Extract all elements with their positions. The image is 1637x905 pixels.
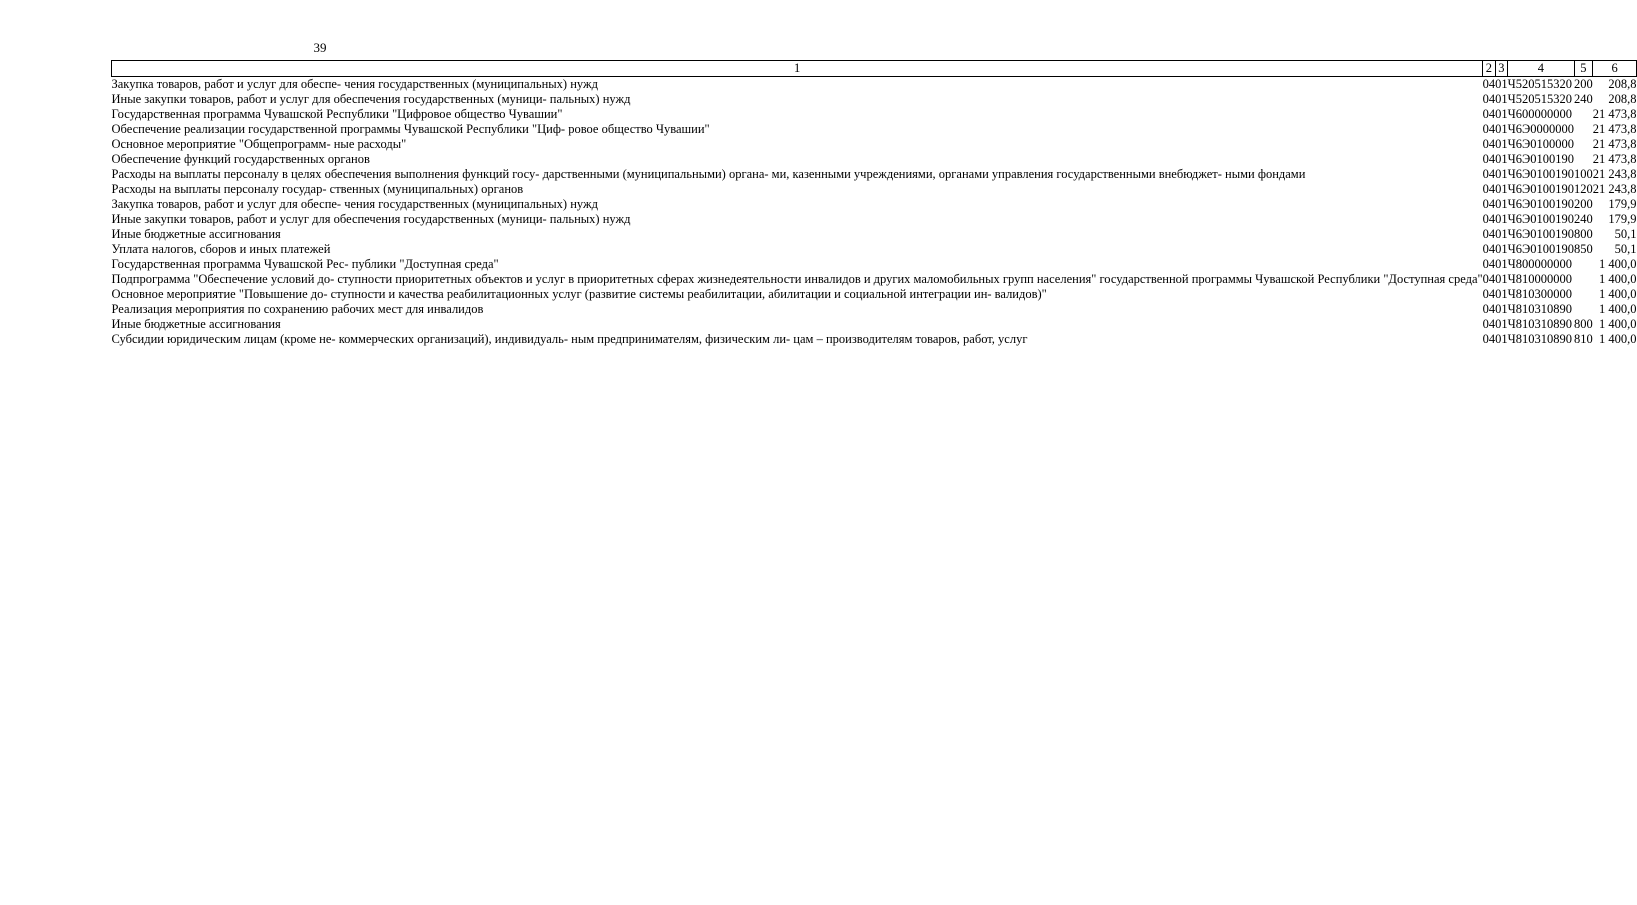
row-target-article: Ч810310890 (1507, 332, 1572, 346)
row-subsection: 01 (1495, 167, 1508, 181)
row-section: 04 (1482, 152, 1496, 166)
row-target-article: Ч6Э0100190 (1507, 212, 1575, 226)
row-section: 04 (1482, 107, 1496, 121)
row-amount: 21 243,8 (1592, 167, 1637, 181)
column-header-target-article: 4 (1508, 61, 1574, 77)
column-header-subsection: 3 (1495, 61, 1508, 77)
row-subsection: 01 (1495, 197, 1508, 211)
row-subsection: 01 (1495, 257, 1508, 271)
row-expense-type: 850 (1574, 242, 1593, 256)
row-name: Иные бюджетные ассигнования (111, 317, 281, 331)
row-expense-type: 800 (1574, 317, 1593, 331)
row-section: 04 (1482, 302, 1496, 316)
row-target-article: Ч6Э0100190 (1507, 197, 1575, 211)
row-amount: 179,9 (1608, 212, 1637, 226)
column-header-name: 1 (112, 61, 1483, 77)
table-row (112, 317, 1637, 332)
row-subsection: 01 (1495, 242, 1508, 256)
row-target-article: Ч6Э0100190 (1507, 167, 1575, 181)
column-header-amount: 6 (1593, 61, 1637, 77)
row-amount: 21 243,8 (1592, 182, 1637, 196)
budget-table (111, 60, 1637, 347)
row-expense-type (1574, 107, 1593, 122)
table-row (112, 107, 1637, 122)
row-expense-type (1574, 257, 1593, 272)
row-target-article: Ч810310890 (1507, 302, 1572, 316)
row-name: Иные закупки товаров, работ и услуг для обеспечения государственных (муници- пальных) нужд (111, 92, 631, 106)
table-row (112, 227, 1637, 242)
row-expense-type: 200 (1574, 197, 1593, 211)
row-name: Основное мероприятие "Общепрограмм- ные расходы" (111, 137, 407, 151)
table-header-row (112, 61, 1637, 77)
row-target-article: Ч6Э0100190 (1507, 242, 1575, 256)
row-target-article: Ч810310890 (1507, 317, 1572, 331)
row-name: Уплата налогов, сборов и иных платежей (111, 242, 331, 256)
table-row (112, 257, 1637, 272)
row-section: 04 (1482, 92, 1496, 106)
row-amount: 50,1 (1614, 242, 1637, 256)
table-row (112, 167, 1637, 182)
row-subsection: 01 (1495, 107, 1508, 121)
row-target-article: Ч520515320 (1507, 77, 1572, 91)
row-name: Иные закупки товаров, работ и услуг для обеспечения государственных (муници- пальных) нужд (111, 212, 631, 226)
row-amount: 179,9 (1608, 197, 1637, 211)
table-row (112, 122, 1637, 137)
row-expense-type: 240 (1574, 212, 1593, 226)
row-target-article: Ч810300000 (1507, 287, 1572, 301)
table-row (112, 152, 1637, 167)
row-target-article: Ч6Э0100000 (1507, 137, 1575, 151)
row-target-article: Ч6Э0100190 (1507, 152, 1575, 166)
row-subsection: 01 (1495, 122, 1508, 136)
row-section: 04 (1482, 137, 1496, 151)
table-row (112, 137, 1637, 152)
row-expense-type (1574, 302, 1593, 317)
page-number: 39 (313, 40, 327, 55)
row-subsection: 01 (1495, 317, 1508, 331)
table-row (112, 182, 1637, 197)
row-expense-type: 240 (1574, 92, 1593, 106)
row-name: Подпрограмма "Обеспечение условий до- ступности приоритетных объектов и услуг в приоритетных сферах жизнедеятельности инвалидов и других маломобильных групп населения" государственной программы Чувашской Республики "Доступная среда" (111, 272, 1483, 286)
row-subsection: 01 (1495, 302, 1508, 316)
row-subsection: 01 (1495, 287, 1508, 301)
column-header-expense-type: 5 (1574, 61, 1593, 77)
row-section: 04 (1482, 287, 1496, 301)
row-target-article: Ч810000000 (1507, 272, 1572, 286)
row-section: 04 (1482, 317, 1496, 331)
row-subsection: 01 (1495, 152, 1508, 166)
row-amount: 21 473,8 (1592, 107, 1637, 121)
table-row (112, 77, 1637, 93)
row-expense-type (1574, 152, 1593, 167)
row-section: 04 (1482, 197, 1496, 211)
table-row (112, 332, 1637, 347)
row-name: Государственная программа Чувашской Рес- публики "Доступная среда" (111, 257, 499, 271)
row-name: Государственная программа Чувашской Республики "Цифровое общество Чувашии" (111, 107, 563, 121)
column-header-section: 2 (1483, 61, 1496, 77)
row-name: Реализация мероприятия по сохранению рабочих мест для инвалидов (111, 302, 484, 316)
row-expense-type: 810 (1574, 332, 1593, 346)
row-section: 04 (1482, 212, 1496, 226)
row-name: Закупка товаров, работ и услуг для обеспе- чения государственных (муниципальных) нужд (111, 197, 598, 211)
row-subsection: 01 (1495, 137, 1508, 151)
row-subsection: 01 (1495, 272, 1508, 286)
row-amount: 21 473,8 (1592, 122, 1637, 136)
row-expense-type (1574, 122, 1593, 137)
table-row (112, 212, 1637, 227)
row-section: 04 (1482, 227, 1496, 241)
row-name: Субсидии юридическим лицам (кроме не- коммерческих организаций), индивидуаль- ным предпринимателям, физическим ли- цам – производителям товаров, работ, услуг (111, 332, 1028, 346)
row-target-article: Ч6Э0100190 (1507, 182, 1575, 196)
row-amount: 21 473,8 (1592, 137, 1637, 151)
table-row (112, 92, 1637, 107)
row-target-article: Ч6Э0100190 (1507, 227, 1575, 241)
row-name: Иные бюджетные ассигнования (111, 227, 281, 241)
row-target-article: Ч800000000 (1507, 257, 1572, 271)
row-amount: 208,8 (1608, 92, 1637, 106)
row-amount: 1 400,0 (1599, 332, 1637, 346)
row-expense-type (1574, 272, 1593, 287)
row-subsection: 01 (1495, 92, 1508, 106)
row-subsection: 01 (1495, 332, 1508, 346)
row-subsection: 01 (1495, 227, 1508, 241)
row-expense-type: 120 (1574, 182, 1593, 196)
row-section: 04 (1482, 332, 1496, 346)
row-amount: 1 400,0 (1599, 287, 1637, 301)
row-amount: 21 473,8 (1592, 152, 1637, 166)
row-section: 04 (1482, 272, 1496, 286)
row-amount: 1 400,0 (1599, 272, 1637, 286)
row-section: 04 (1482, 167, 1496, 181)
row-target-article: Ч520515320 (1507, 92, 1572, 106)
row-name: Обеспечение реализации государственной программы Чувашской Республики "Циф- ровое общество Чувашии" (111, 122, 710, 136)
row-target-article: Ч600000000 (1507, 107, 1572, 121)
row-section: 04 (1482, 182, 1496, 196)
table-row (112, 197, 1637, 212)
row-name: Расходы на выплаты персоналу государ- ственных (муниципальных) органов (111, 182, 524, 196)
row-name: Расходы на выплаты персоналу в целях обеспечения выполнения функций госу- дарственными (муниципальными) органа- ми, казенными учреждениями, органами управления государственными внебюджет- ными фондами (111, 167, 1306, 181)
row-target-article: Ч6Э0000000 (1507, 122, 1575, 136)
row-amount: 1 400,0 (1599, 257, 1637, 271)
row-section: 04 (1482, 122, 1496, 136)
row-name: Обеспечение функций государственных органов (111, 152, 370, 166)
row-expense-type: 800 (1574, 227, 1593, 241)
table-row (112, 272, 1637, 287)
row-expense-type: 200 (1574, 77, 1593, 91)
row-subsection: 01 (1495, 212, 1508, 226)
row-name: Закупка товаров, работ и услуг для обеспе- чения государственных (муниципальных) нужд (111, 77, 598, 91)
row-subsection: 01 (1495, 77, 1508, 91)
row-amount: 1 400,0 (1599, 302, 1637, 316)
table-row (112, 302, 1637, 317)
table-row (112, 242, 1637, 257)
row-subsection: 01 (1495, 182, 1508, 196)
table-body (112, 77, 1637, 348)
row-amount: 1 400,0 (1599, 317, 1637, 331)
row-expense-type (1574, 137, 1593, 152)
row-section: 04 (1482, 77, 1496, 91)
row-expense-type: 100 (1574, 167, 1593, 181)
row-expense-type (1574, 287, 1593, 302)
row-amount: 50,1 (1614, 227, 1637, 241)
table-row (112, 287, 1637, 302)
row-name: Основное мероприятие "Повышение до- ступности и качества реабилитационных услуг (развитие системы реабилитации, абилитации и социальной интеграции ин- валидов)" (111, 287, 1047, 301)
row-section: 04 (1482, 242, 1496, 256)
row-amount: 208,8 (1608, 77, 1637, 91)
row-section: 04 (1482, 257, 1496, 271)
